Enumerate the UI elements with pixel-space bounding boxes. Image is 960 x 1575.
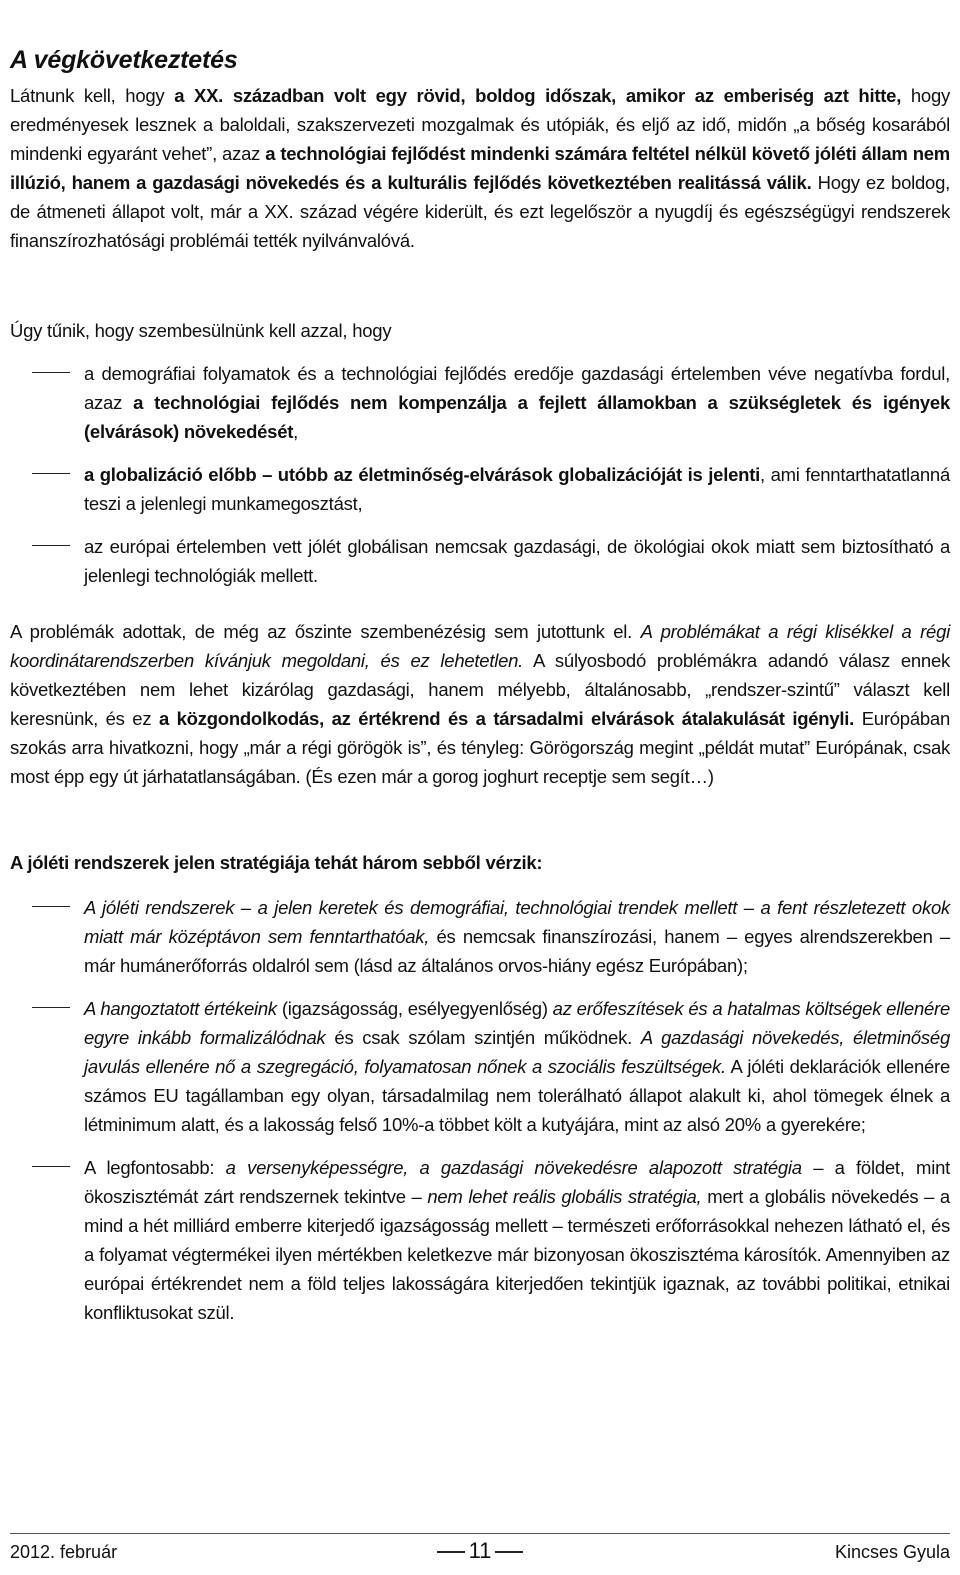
italic-text: nem lehet reális globális stratégia, [427,1186,702,1207]
list-item [10,460,950,518]
bold-text: a globalizáció előbb – utóbb az életminőség-elvárások globalizációját is jelenti [84,464,760,485]
list-item [10,359,950,446]
dash-bullet-icon [32,372,70,373]
list-item [10,532,950,590]
page-dash-left [437,1551,465,1552]
text-run: Hogy ez boldog, de átmeneti állapot volt, már a XX. század végére kiderült, és ezt legelőször a nyugdíj és egészségügyi rendszerek finanszírozhatósági problémái tették nyilvánvalóvá. [10,172,950,251]
bold-text: a XX. században volt egy rövid, boldog időszak, amikor az emberiség azt hitte, [174,85,902,106]
strategy-heading: A jóléti rendszerek jelen stratégiája tehát három sebből vérzik: [10,852,543,873]
footer-date: 2012. február [10,1542,118,1562]
page-dash-right [495,1551,523,1552]
italic-text: A problémákat a régi klisékkel a régi koordinátarendszerben kívánjuk megoldani, és ez lehetetlen. [10,621,950,671]
paragraph-strategy-heading [10,848,950,877]
text-run: mert a globális növekedés – a mind a hét milliárd emberre kiterjedő igazságosság mellett – természeti erőforrásokkal nehezen látható el, és a folyamat végtermékei ilyen mértékben keletkezve már bizonyosan ökoszisztéma károsítók. Amennyiben az európai értékrendet nem a föld teljes lakosságára kiterjedően tekintjük igaznak, az további politikai, etnikai konfliktusokat szül. [84,1186,950,1323]
italic-text: A hangoztatott értékeink [84,998,277,1019]
italic-text: az erőfeszítések és a hatalmas költségek ellenére egyre inkább formalizálódnak [84,998,950,1048]
section-heading: A végkövetkeztetés [10,46,238,74]
paragraph-problems [10,617,950,791]
text-run: az európai értelemben vett jólét globálisan nemcsak gazdasági, de ökológiai okok miatt sem biztosítható a jelenlegi technológiák mellett. [84,536,950,586]
list-item [10,994,950,1139]
text-run: A legfontosabb: [84,1157,226,1178]
bold-text: a közgondolkodás, az értékrend és a társadalmi elvárások átalakulását igényli. [158,708,855,729]
text-run: A problémák adottak, de még az őszinte szembenézésig sem jutottunk el. [10,621,641,642]
footer-page-number [10,1538,950,1564]
dash-bullet-icon [32,1166,70,1167]
dash-bullet-icon [32,1007,70,1008]
footer-divider [10,1533,950,1534]
text-run: Európában szokás arra hivatkozni, hogy „már a régi görögök is”, és tényleg: Görögország megint „példát mutat” Európának, csak most épp egy út járhatatlanságában. (És ezen már a gorog joghurt receptje sem segít…) [10,708,950,787]
text-run: – a földet, mint ökoszisztémát zárt rendszernek tekintve – [84,1157,950,1207]
dash-bullet-icon [32,545,70,546]
text-run: (igazságosság, esélyegyenlőség) [276,998,553,1019]
paragraph-lead: Úgy tűnik, hogy szembesülnünk kell azzal, hogy [10,320,392,341]
dash-bullet-icon [32,906,70,907]
italic-text: a versenyképességre, a gazdasági növekedésre alapozott stratégia [225,1157,802,1178]
italic-text: A gazdasági növekedés, életminőség javulás ellenére nő a szegregáció, folyamatosan nőnek a szociális feszültségek. [84,1027,950,1077]
bold-text: a technológiai fejlődést mindenki számára feltétel nélkül követő jóléti állam nem illúzió, hanem a gazdasági növekedés és a kulturális fejlődés következtében realitássá válik. [10,143,950,193]
text-run: , ami fenntarthatatlanná teszi a jelenlegi munkamegosztást, [84,464,950,514]
text-run: Látnunk kell, hogy [10,85,175,106]
page-number: 11 [468,1538,492,1563]
paragraph-intro [10,81,950,255]
text-run: és csak szólam szintjén működnek. [325,1027,641,1048]
footer-author: Kincses Gyula [834,1542,950,1562]
list-item [10,893,950,980]
italic-text: A jóléti rendszerek – a jelen keretek és demográfiai, technológiai trendek mellett – a fent részletezett okok miatt már középtávon sem fenntarthatóak, [84,897,950,947]
text-run: , [293,421,299,442]
text-run: a demográfiai folyamatok és a technológiai fejlődés eredője gazdasági értelemben véve negatívba fordul, azaz [84,363,950,413]
page-footer [10,1538,950,1568]
text-run: A súlyosbodó problémákra adandó válasz ennek következtében nem lehet kizárólag gazdasági, hanem mélyebb, általánosabb, „rendszer-szintű” választ kell keresnünk, és ez [10,650,950,729]
text-run: és nemcsak finanszírozási, hanem – egyes alrendszerekben – már humánerőforrás oldalról sem (lásd az általános orvos-hiány egész Európában); [84,926,950,976]
text-run: hogy eredményesek lesznek a baloldali, szakszervezeti mozgalmak és utópiák, és eljő az idő, midőn „a bőség kosarából mindenki egyaránt vehet”, azaz [10,85,950,164]
consequence-list [10,359,950,590]
text-run: A jóléti deklarációk ellenére számos EU tagállamban egy olyan, társadalmilag nem tolerálható állapot alakult ki, ahol tömegek élnek a létminimum alatt, és a lakosság felső 10%-a többet költ a kutyájára, mint az alsó 20% a gyerekére; [84,1056,950,1135]
bold-text: a technológiai fejlődés nem kompenzálja a fejlett államokban a szükségletek és igények (elvárások) növekedését [84,392,950,442]
dash-bullet-icon [32,473,70,474]
list-item [10,1153,950,1327]
strategy-list [10,893,950,1327]
